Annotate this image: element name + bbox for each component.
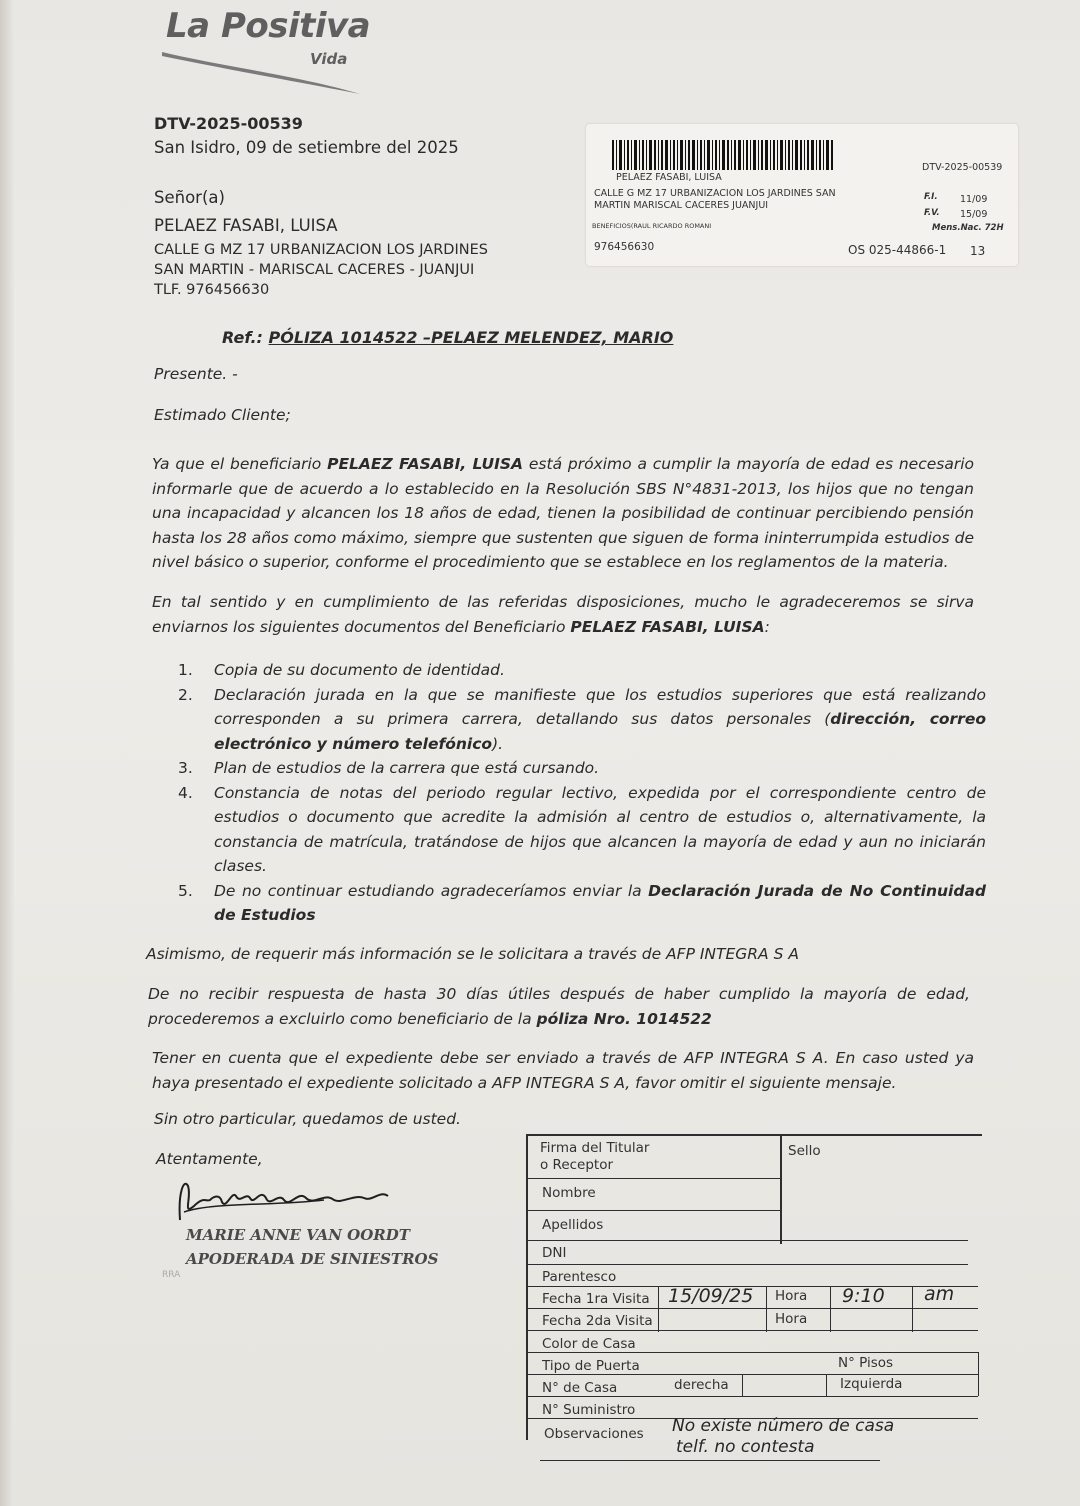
form-label-firma: Firma del Titular [540, 1140, 650, 1156]
recipient-phone: TLF. 976456630 [154, 282, 270, 298]
recipient-name: PELAEZ FASABI, LUISA [154, 216, 338, 235]
document-code: DTV-2025-00539 [154, 114, 303, 133]
reference-line [222, 328, 673, 347]
form-label-ncasa: N° de Casa [542, 1380, 618, 1396]
required-documents-list [178, 658, 986, 928]
body-paragraph-2: En tal sentido y en cumplimiento de las referidas disposiciones, mucho le agradeceremos se sirva enviarnos los siguientes documentos del Beneficiario PELAEZ FASABI, LUISA: [152, 593, 974, 636]
label-address-line2: MARTIN MARISCAL CACERES JUANJUI [594, 200, 769, 211]
list-item: 5. De no continuar estudiando agradeceríamos enviar la Declaración Jurada de No Continuidad de Estudios [178, 881, 986, 924]
form-label-izquierda: Izquierda [840, 1376, 903, 1392]
form-label-observaciones: Observaciones [544, 1426, 644, 1442]
handwritten-visit-time: 9:10 [842, 1285, 885, 1307]
label-mens: Mens.Nac. 72H [932, 223, 1004, 233]
label-phone: 976456630 [594, 241, 655, 253]
label-os-number: 13 [970, 244, 986, 258]
logo-sub-text: Vida [310, 50, 348, 68]
label-name: PELAEZ FASABI, LUISA [616, 172, 722, 183]
form-label-color: Color de Casa [542, 1336, 636, 1352]
company-logo [160, 6, 380, 96]
handwritten-visit-date: 15/09/25 [668, 1285, 754, 1307]
form-label-sello: Sello [788, 1143, 821, 1159]
body-paragraph-4: De no recibir respuesta de hasta 30 días útiles después de haber cumplido la mayoría de edad, procederemos a excluirlo como beneficiario de la póliza Nro. 1014522 [148, 985, 970, 1028]
recipient-salutation: Señor(a) [154, 188, 225, 207]
form-label-derecha: derecha [674, 1377, 729, 1393]
closing-text: Sin otro particular, quedamos de usted. [154, 1110, 461, 1128]
greeting-text: Estimado Cliente; [154, 406, 291, 424]
beneficiary-name-2: PELAEZ FASABI, LUISA [570, 617, 765, 636]
list-item: 3. Plan de estudios de la carrera que está cursando. [178, 759, 600, 777]
form-label-tipo: Tipo de Puerta [542, 1358, 640, 1374]
body-paragraph-3: Asimismo, de requerir más información se le solicitara a través de AFP INTEGRA S A [146, 945, 799, 963]
barcode-icon [612, 140, 834, 170]
regards-text: Atentamente, [156, 1150, 263, 1168]
list-item: 4. Constancia de notas del periodo regular lectivo, expedida por el correspondiente centro de estudios o documento que acredite la admisión al centro de estudios o, alternativamente, la constancia de matrícula, tratándose de hijos que alcancen la mayoría de edad y aun no iniciarán clases. [178, 783, 986, 875]
signature-icon [174, 1172, 414, 1232]
form-label-hora: Hora [775, 1288, 808, 1304]
form-label-dni: DNI [542, 1245, 567, 1261]
recipient-address-line2: SAN MARTIN - MARISCAL CACERES - JUANJUI [154, 262, 475, 278]
handwritten-observation-1: No existe número de casa [672, 1416, 895, 1436]
form-label-hora2: Hora [775, 1311, 808, 1327]
body-paragraph-1: Ya que el beneficiario PELAEZ FASABI, LUISA está próximo a cumplir la mayoría de edad es necesario informarle que de acuerdo a lo establecido en la Resolución SBS N°4831-2013, los hijos que no tengan una incapacidad y alcancen los 18 años de edad, tienen la posibilidad de continuar percibiendo pensión hasta los 28 años como máximo, siempre que sustenten que siguen de forma ininterrumpida estudios de nivel básico o superior, conforme el procedimiento que se establece en los reglamentos de la materia. [152, 455, 974, 571]
policy-number: póliza Nro. 1014522 [536, 1009, 712, 1028]
label-fv-value: 15/09 [960, 209, 988, 220]
courier-label [586, 124, 1018, 266]
recipient-address-line1: CALLE G MZ 17 URBANIZACION LOS JARDINES [154, 242, 488, 258]
reference-prefix: Ref.: [222, 328, 263, 347]
handwritten-am: am [924, 1283, 955, 1305]
handwritten-observation-2: telf. no contesta [676, 1437, 815, 1457]
label-address-line1: CALLE G MZ 17 URBANIZACION LOS JARDINES SAN [594, 188, 836, 199]
label-fi-label: F.I. [924, 192, 938, 202]
label-beneficiario: BENEFICIOS(RAUL RICARDO ROMANI [592, 222, 712, 230]
label-code: DTV-2025-00539 [922, 162, 1003, 173]
form-label-parentesco: Parentesco [542, 1269, 617, 1285]
form-label-suministro: N° Suministro [542, 1402, 636, 1418]
form-label-fecha1: Fecha 1ra Visita [542, 1291, 650, 1307]
label-fv-label: F.V. [924, 208, 940, 218]
signer-title: APODERADA DE SINIESTROS [186, 1250, 439, 1268]
list-item: 1. Copia de su documento de identidad. [178, 661, 505, 679]
presente-text: Presente. - [154, 365, 238, 383]
form-label-pisos: N° Pisos [838, 1355, 894, 1371]
logo-main-text: La Positiva [166, 6, 371, 46]
beneficiary-name: PELAEZ FASABI, LUISA [327, 455, 524, 473]
body-paragraph-5: Tener en cuenta que el expediente debe ser enviado a través de AFP INTEGRA S A. En caso usted ya haya presentado el expediente solicitado a AFP INTEGRA S A, favor omitir el siguiente mensaje. [152, 1049, 974, 1092]
place-date: San Isidro, 09 de setiembre del 2025 [154, 138, 459, 157]
form-label-apellidos: Apellidos [542, 1217, 604, 1233]
form-label-fecha2: Fecha 2da Visita [542, 1313, 653, 1329]
signer-name: MARIE ANNE VAN OORDT [186, 1226, 410, 1244]
form-label-receptor: o Receptor [540, 1157, 614, 1173]
form-label-nombre: Nombre [542, 1185, 596, 1201]
list-item: 2. Declaración jurada en la que se manifieste que los estudios superiores que está realizando corresponden a su primera carrera, detallando sus datos personales (dirección, correo electrónico y número telefónico). [178, 685, 986, 753]
label-os: OS 025-44866-1 [848, 243, 947, 257]
reference-text: PÓLIZA 1014522 –PELAEZ MELENDEZ, MARIO [268, 328, 674, 347]
signer-initials: RRA [162, 1270, 181, 1280]
label-fi-value: 11/09 [960, 194, 988, 205]
